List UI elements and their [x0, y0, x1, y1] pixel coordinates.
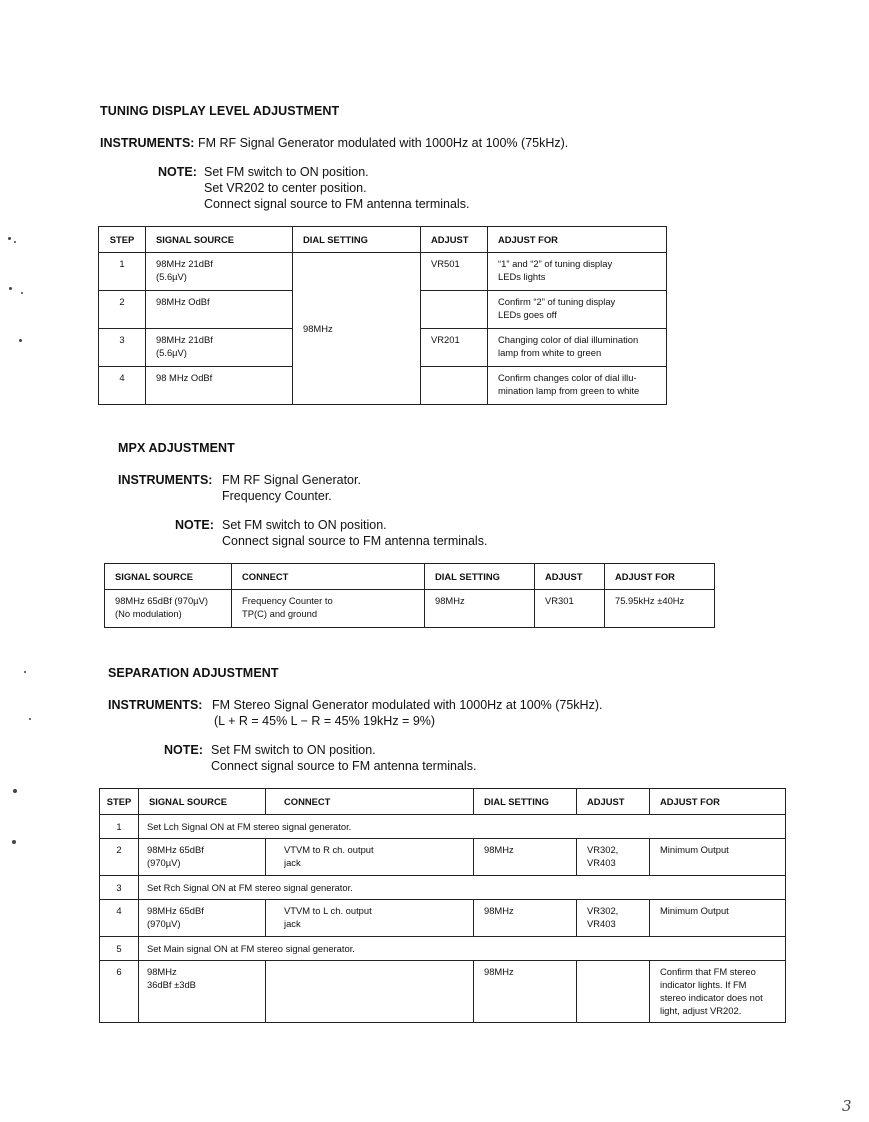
scan-speck: [29, 718, 31, 720]
adjust-for-cell: [650, 900, 786, 937]
cell-line: Confirm that FM stereo: [660, 966, 756, 977]
scan-speck: [14, 241, 16, 243]
connect-cell: [266, 900, 474, 937]
step-cell: 4: [100, 900, 139, 937]
mpx-table: [104, 563, 715, 628]
cell-line: 98MHz 65dBf: [147, 905, 204, 916]
cell-line: jack: [284, 857, 301, 868]
column-header: CONNECT: [232, 564, 425, 590]
step-cell: 1: [99, 253, 146, 291]
tuning-instruments-text: FM RF Signal Generator modulated with 1000Hz at 100% (75kHz).: [197, 136, 569, 150]
cell-line: light, adjust VR202.: [660, 1005, 742, 1016]
column-header: ADJUST FOR: [488, 227, 667, 253]
cell-line: (5.6µV): [156, 271, 187, 282]
scan-speck: [9, 287, 12, 290]
dial-setting-cell: 98MHz: [293, 253, 421, 405]
cell-line: VR403: [587, 857, 616, 868]
adjust-for-cell: [488, 367, 667, 405]
cell-line: “1” and “2” of tuning display: [498, 258, 613, 269]
separation-table: [99, 788, 786, 1023]
cell-line: (970µV): [147, 918, 181, 929]
cell-line: (No modulation): [115, 608, 182, 619]
adjust-cell: [577, 961, 650, 1023]
cell-line: 98MHz 65dBf: [147, 844, 204, 855]
cell-line: (970µV): [147, 857, 181, 868]
signal-source-cell: [139, 961, 266, 1023]
cell-line: VR403: [587, 918, 616, 929]
signal-source-cell: [146, 253, 293, 291]
table-row: [100, 839, 786, 876]
step-cell: 5: [100, 937, 139, 961]
adjust-cell: VR201: [421, 329, 488, 367]
column-header: DIAL SETTING: [425, 564, 535, 590]
cell-line: stereo indicator does not: [660, 992, 763, 1003]
step-cell: 3: [100, 876, 139, 900]
cell-line: VR302,: [587, 844, 619, 855]
signal-source-cell: [146, 329, 293, 367]
adjust-cell: VR301: [535, 590, 605, 628]
cell-line: Frequency Counter to: [242, 595, 333, 606]
mpx-note-line: Set FM switch to ON position.: [222, 518, 387, 532]
connect-cell: [266, 839, 474, 876]
step-cell: 6: [100, 961, 139, 1023]
separation-instruments-lines: [212, 697, 602, 729]
cell-line: indicator lights. If FM: [660, 979, 747, 990]
column-header: STEP: [100, 789, 139, 815]
dial-setting-cell: 98MHz: [474, 900, 577, 937]
binding-hole-dot: [12, 840, 16, 844]
cell-line: lamp from white to green: [498, 347, 602, 358]
tuning-note-label: NOTE:: [158, 165, 197, 179]
column-header: ADJUST: [577, 789, 650, 815]
separation-note-line: Connect signal source to FM antenna terminals.: [211, 759, 477, 773]
cell-line: Minimum Output: [660, 844, 729, 855]
column-header: SIGNAL SOURCE: [139, 789, 266, 815]
step-cell: 1: [100, 815, 139, 839]
instruction-cell: Set Main signal ON at FM stereo signal generator.: [139, 937, 786, 961]
cell-line: Minimum Output: [660, 905, 729, 916]
cell-line: VTVM to L ch. output: [284, 905, 372, 916]
cell-line: 98MHz 65dBf (970µV): [115, 595, 208, 606]
separation-instruments-label: INSTRUMENTS:: [108, 698, 203, 712]
mpx-note-label: NOTE:: [175, 518, 214, 532]
tuning-note-line: Connect signal source to FM antenna terminals.: [204, 197, 470, 211]
adjust-for-cell: [488, 291, 667, 329]
column-header: DIAL SETTING: [293, 227, 421, 253]
cell-line: Confirm changes color of dial illu-: [498, 372, 637, 383]
adjust-cell: [421, 367, 488, 405]
signal-source-cell: [105, 590, 232, 628]
cell-line: (5.6µV): [156, 347, 187, 358]
scan-speck: [21, 292, 23, 294]
tuning-heading: TUNING DISPLAY LEVEL ADJUSTMENT: [100, 104, 340, 118]
separation-instrument-line: (L + R = 45% L − R = 45% 19kHz = 9%): [214, 714, 436, 728]
signal-source-cell: [146, 367, 293, 405]
adjust-for-cell: [488, 329, 667, 367]
tuning-note-line: Set FM switch to ON position.: [204, 165, 369, 179]
table-row: [100, 937, 786, 961]
scan-speck: [24, 671, 26, 673]
table-row: [100, 815, 786, 839]
dial-setting-cell: 98MHz: [474, 839, 577, 876]
cell-line: 98MHz: [147, 966, 177, 977]
cell-line: 98 MHz OdBf: [156, 372, 213, 383]
cell-line: Changing color of dial illumination: [498, 334, 639, 345]
instruction-cell: Set Rch Signal ON at FM stereo signal generator.: [139, 876, 786, 900]
mpx-note-line: Connect signal source to FM antenna terminals.: [222, 534, 488, 548]
dial-setting-cell: 98MHz: [425, 590, 535, 628]
adjust-for-cell: [650, 961, 786, 1023]
separation-heading: SEPARATION ADJUSTMENT: [108, 666, 279, 680]
adjust-cell: [577, 839, 650, 876]
column-header: DIAL SETTING: [474, 789, 577, 815]
column-header: ADJUST: [535, 564, 605, 590]
adjust-cell: VR501: [421, 253, 488, 291]
connect-cell: [232, 590, 425, 628]
connect-cell: [266, 961, 474, 1023]
cell-line: VTVM to R ch. output: [284, 844, 374, 855]
cell-line: mination lamp from green to white: [498, 385, 640, 396]
column-header: SIGNAL SOURCE: [146, 227, 293, 253]
mpx-heading: MPX ADJUSTMENT: [118, 441, 235, 455]
binding-hole-dot: [13, 789, 17, 793]
tuning-instruments-label: INSTRUMENTS:: [100, 136, 195, 150]
page-number: 3: [842, 1097, 852, 1115]
cell-line: VR302,: [587, 905, 619, 916]
table-header-row: [99, 227, 667, 253]
tuning-table: [98, 226, 667, 405]
instruction-cell: Set Lch Signal ON at FM stereo signal generator.: [139, 815, 786, 839]
dial-setting-cell: 98MHz: [474, 961, 577, 1023]
tuning-note-line: Set VR202 to center position.: [204, 181, 367, 195]
adjust-for-cell: [488, 253, 667, 291]
cell-line: TP(C) and ground: [242, 608, 318, 619]
table-header-row: [105, 564, 715, 590]
column-header: CONNECT: [266, 789, 474, 815]
scan-speck: [8, 237, 11, 240]
table-row: [105, 590, 715, 628]
separation-note-lines: [211, 742, 476, 774]
table-header-row: [100, 789, 786, 815]
adjust-for-cell: 75.95kHz ±40Hz: [605, 590, 715, 628]
cell-line: Confirm “2” of tuning display: [498, 296, 616, 307]
mpx-instruments-label: INSTRUMENTS:: [118, 473, 213, 487]
mpx-instrument-line: FM RF Signal Generator.: [222, 473, 361, 487]
step-cell: 4: [99, 367, 146, 405]
step-cell: 2: [99, 291, 146, 329]
column-header: STEP: [99, 227, 146, 253]
step-cell: 2: [100, 839, 139, 876]
cell-line: jack: [284, 918, 301, 929]
mpx-instrument-line: Frequency Counter.: [222, 489, 332, 503]
table-row: [100, 900, 786, 937]
step-cell: 3: [99, 329, 146, 367]
cell-line: 98MHz 21dBf: [156, 258, 213, 269]
separation-note-line: Set FM switch to ON position.: [211, 743, 376, 757]
cell-line: 36dBf ±3dB: [147, 979, 196, 990]
column-header: SIGNAL SOURCE: [105, 564, 232, 590]
mpx-note-lines: [222, 517, 487, 549]
cell-line: 98MHz OdBf: [156, 296, 210, 307]
table-row: [100, 961, 786, 1023]
tuning-instruments: [100, 135, 568, 151]
cell-line: 98MHz 21dBf: [156, 334, 213, 345]
scan-speck: [19, 339, 22, 342]
adjust-for-cell: [650, 839, 786, 876]
separation-instrument-line: FM Stereo Signal Generator modulated with 1000Hz at 100% (75kHz).: [212, 698, 603, 712]
cell-line: LEDs lights: [498, 271, 546, 282]
column-header: ADJUST FOR: [650, 789, 786, 815]
table-row: [100, 876, 786, 900]
table-row: [99, 253, 667, 291]
adjust-cell: [421, 291, 488, 329]
tuning-note-lines: [204, 164, 469, 212]
cell-line: LEDs goes off: [498, 309, 557, 320]
adjust-cell: [577, 900, 650, 937]
separation-note-label: NOTE:: [164, 743, 203, 757]
column-header: ADJUST FOR: [605, 564, 715, 590]
column-header: ADJUST: [421, 227, 488, 253]
mpx-instruments-lines: [222, 472, 361, 504]
signal-source-cell: [146, 291, 293, 329]
signal-source-cell: [139, 900, 266, 937]
signal-source-cell: [139, 839, 266, 876]
